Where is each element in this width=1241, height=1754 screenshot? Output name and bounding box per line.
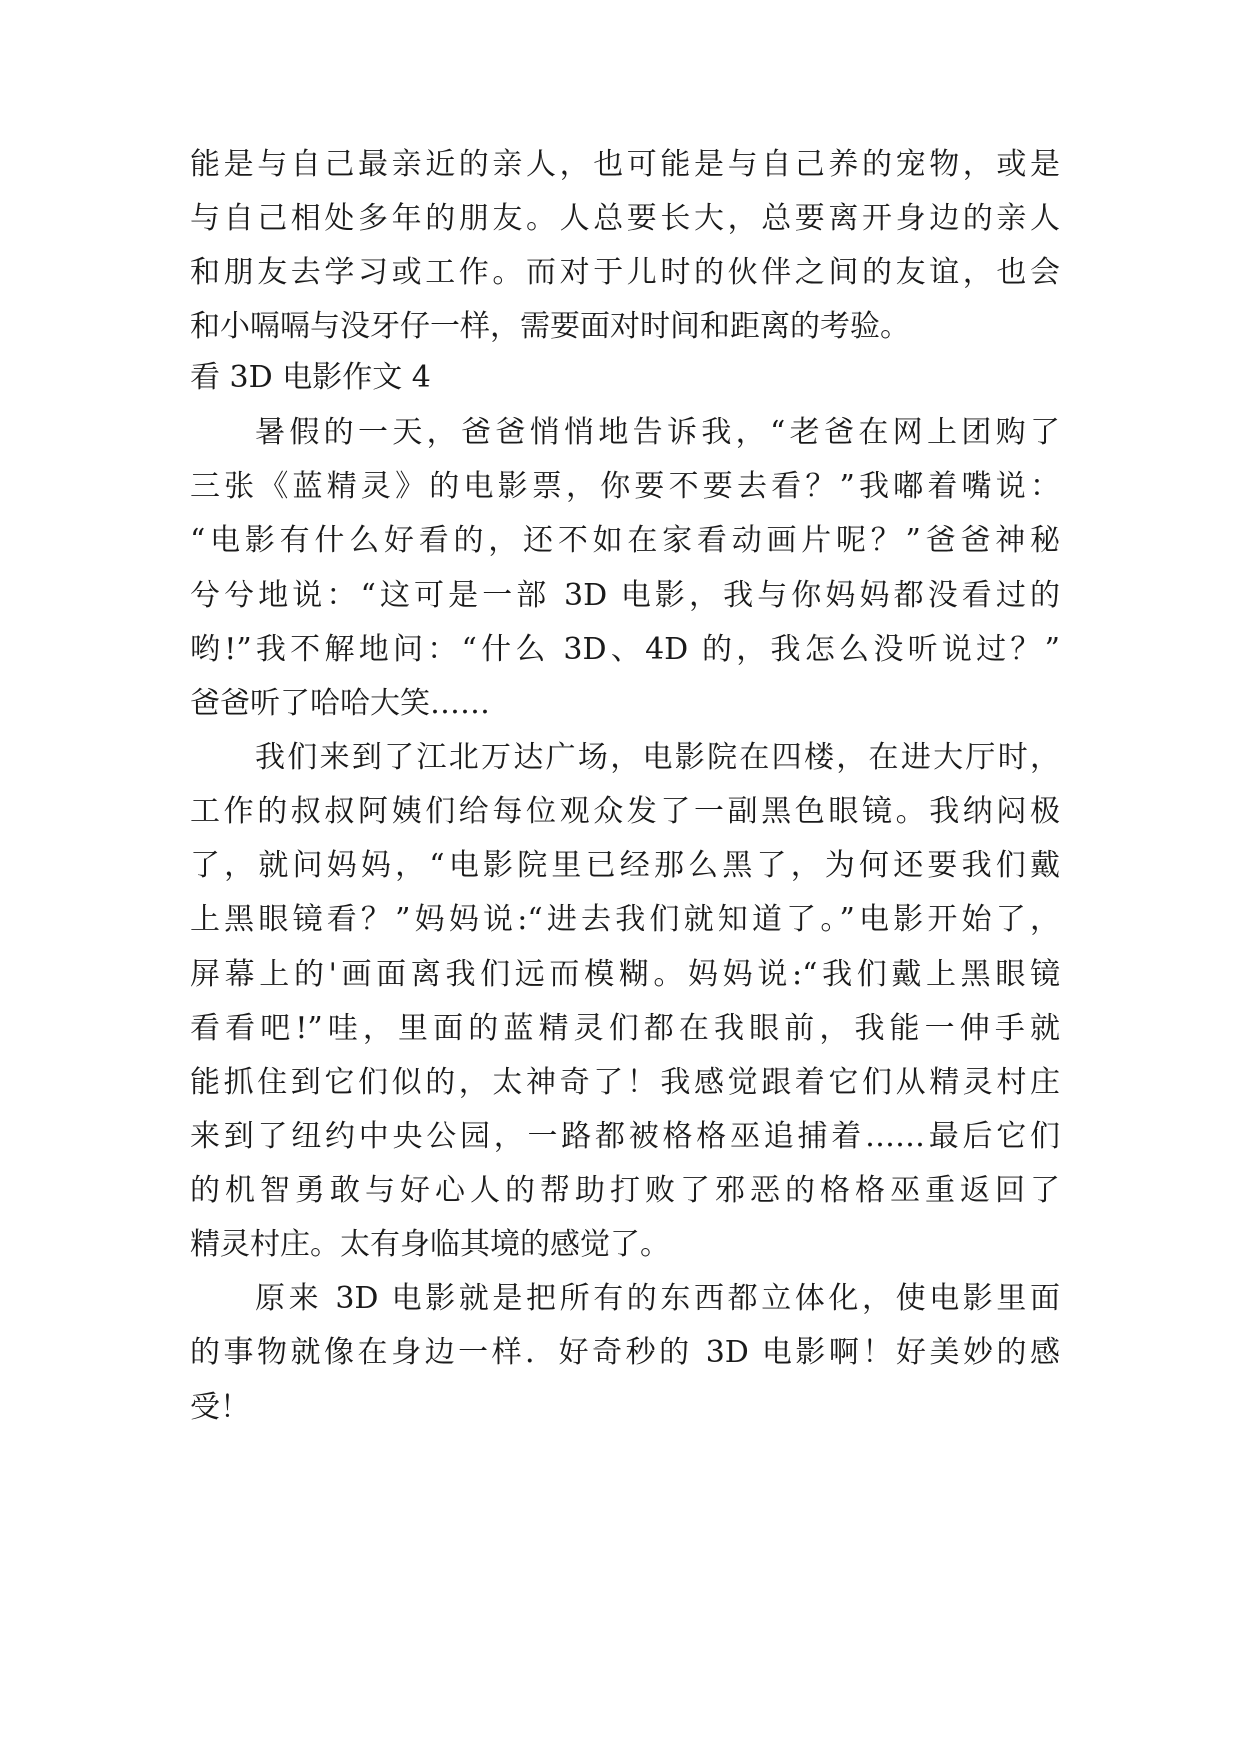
paragraph-line: 能抓住到它们似的，太神奇了！我感觉跟着它们从精灵村庄 [190,1065,1060,1100]
paragraph-line: 屏幕上的'画面离我们远而模糊。妈妈说:“我们戴上黑眼镜 [190,957,1060,992]
paragraph-line: 看看吧!”哇，里面的蓝精灵们都在我眼前，我能一伸手就 [190,1011,1060,1046]
paragraph-line: 我们来到了江北万达广场，电影院在四楼，在进大厅时， [255,740,1060,775]
paragraph-line: 与自己相处多年的朋友。人总要长大，总要离开身边的亲人 [190,201,1060,236]
paragraph-line: “电影有什么好看的，还不如在家看动画片呢？”爸爸神秘 [190,523,1060,558]
paragraph-line: 精灵村庄。太有身临其境的感觉了。 [190,1227,670,1262]
paragraph-line: 能是与自己最亲近的亲人，也可能是与自己养的宠物，或是 [190,147,1060,182]
paragraph-line: 的机智勇敢与好心人的帮助打败了邪恶的格格巫重返回了 [190,1173,1060,1208]
paragraph-line: 暑假的一天，爸爸悄悄地告诉我，“老爸在网上团购了 [255,415,1060,450]
paragraph-line: 兮兮地说：“这可是一部 3D 电影，我与你妈妈都没看过的 [190,578,1060,613]
paragraph-line: 了，就问妈妈，“电影院里已经那么黑了，为何还要我们戴 [190,848,1060,883]
paragraph-line: 工作的叔叔阿姨们给每位观众发了一副黑色眼镜。我纳闷极 [190,794,1060,829]
paragraph-line: 哟!”我不解地问：“什么 3D、4D 的，我怎么没听说过？” [190,632,1060,667]
paragraph-line: 和朋友去学习或工作。而对于儿时的伙伴之间的友谊，也会 [190,255,1060,290]
paragraph-line: 爸爸听了哈哈大笑…… [190,686,490,721]
paragraph-line: 三张《蓝精灵》的电影票，你要不要去看？”我嘟着嘴说： [190,469,1060,504]
paragraph-line: 和小嗝嗝与没牙仔一样，需要面对时间和距离的考验。 [190,309,910,344]
paragraph-line: 上黑眼镜看？”妈妈说:“进去我们就知道了。”电影开始了， [190,902,1060,937]
paragraph-line: 原来 3D 电影就是把所有的东西都立体化，使电影里面 [255,1281,1060,1316]
paragraph-line: 受！ [190,1390,250,1425]
section-heading: 看 3D 电影作文 4 [190,360,431,395]
paragraph-line: 来到了纽约中央公园，一路都被格格巫追捕着……最后它们 [190,1119,1060,1154]
paragraph-line: 的事物就像在身边一样．好奇秒的 3D 电影啊！好美妙的感 [190,1335,1060,1370]
